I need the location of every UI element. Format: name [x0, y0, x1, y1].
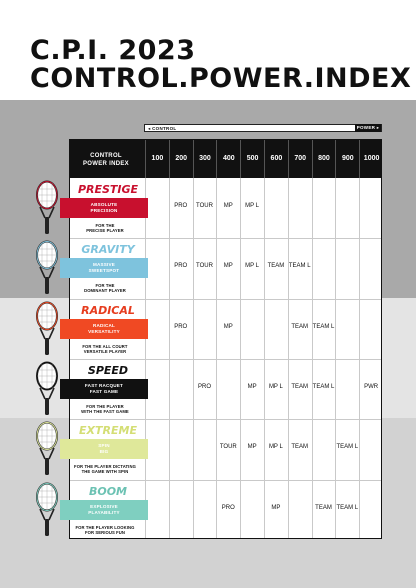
- grid-hline: [70, 480, 382, 481]
- table-cell: PRO: [174, 323, 188, 330]
- table-cell: TEAM L: [288, 263, 311, 270]
- table-cell: TOUR: [196, 263, 213, 270]
- desc-line2: VERSATILE PLAYER: [83, 348, 127, 354]
- badge-line2: FAST GAME: [89, 388, 119, 394]
- badge-line1: MASSIVE: [92, 262, 116, 268]
- column-header: 1000: [359, 140, 382, 178]
- page-subtitle: CONTROL.POWER.INDEX: [30, 63, 412, 94]
- desc-line2: FOR SERIOUS FUN: [84, 529, 126, 535]
- category-name: PRESTIGE: [77, 183, 139, 196]
- category-name: BOOM: [88, 484, 128, 498]
- table-cell: MP: [223, 323, 233, 330]
- table-cell: TEAM L: [336, 444, 359, 451]
- category-description: [66, 344, 144, 354]
- desc-line1: FOR THE PLAYER LOOKING: [75, 524, 135, 530]
- category-badge: [60, 198, 148, 218]
- desc-line1: FOR THE: [95, 223, 115, 228]
- category-badge: [60, 379, 148, 399]
- racquet-icon: [34, 361, 60, 417]
- table-cell: TEAM: [291, 323, 309, 330]
- badge-line2: BIG: [99, 449, 109, 455]
- page-title: C.P.I. 2023: [30, 35, 196, 66]
- table-cell: MP: [247, 444, 257, 451]
- category-description: [66, 223, 144, 233]
- desc-line1: FOR THE PLAYER: [86, 403, 124, 409]
- category-description: [66, 283, 144, 293]
- category-description: [66, 404, 144, 414]
- table-cell: TEAM L: [312, 323, 335, 330]
- table-cell: MP: [223, 263, 233, 270]
- desc-line1: FOR THE: [95, 283, 115, 289]
- table-cell: TEAM: [291, 444, 309, 451]
- column-header: 200: [169, 140, 193, 178]
- grid-hline: [70, 299, 382, 300]
- grid-hline: [70, 359, 382, 360]
- racquet-icon: [34, 240, 60, 296]
- racquet-icon: [34, 421, 60, 477]
- table-cell: TOUR: [219, 444, 237, 451]
- cpi-label-line2: POWER INDEX: [83, 161, 129, 167]
- category-description: [66, 525, 144, 535]
- column-header: 600: [264, 140, 288, 178]
- badge-line1: FAST RACQUET: [84, 382, 124, 388]
- table-cell: PWR: [364, 383, 379, 390]
- grid-hline: [70, 238, 382, 239]
- scale-left-label: ◂ CONTROL: [148, 126, 177, 131]
- table-cell: PRO: [221, 504, 235, 511]
- table-cell: TOUR: [196, 203, 213, 209]
- desc-line1: FOR THE ALL COURT: [82, 343, 128, 349]
- category-name: GRAVITY: [81, 243, 135, 257]
- column-header: 400: [216, 140, 240, 178]
- badge-line2: VERSATILITY: [88, 328, 120, 334]
- category-description: [66, 464, 144, 474]
- grid-hline: [70, 419, 382, 420]
- column-header: 300: [193, 140, 217, 178]
- desc-line1: FOR THE PLAYER DICTATING: [74, 464, 136, 470]
- column-header: 100: [145, 140, 169, 178]
- table-cell: TEAM: [315, 504, 332, 511]
- category-name: SPEED: [87, 363, 129, 377]
- table-cell: TEAM L: [312, 383, 335, 390]
- desc-line2: DOMINANT PLAYER: [84, 288, 126, 294]
- cpi-label-line1: CONTROL: [90, 153, 122, 159]
- category-name: EXTREME: [79, 424, 137, 438]
- racquet-icon: [34, 301, 60, 357]
- table-cell: TEAM: [267, 263, 285, 270]
- table-cell: MP: [247, 383, 257, 390]
- category-name: RADICAL: [81, 303, 135, 317]
- table-cell: TEAM: [291, 383, 309, 390]
- table-cell: MP: [223, 203, 233, 209]
- category-badge: [60, 500, 148, 520]
- badge-line1: RADICAL: [92, 322, 116, 328]
- table-cell: PRO: [174, 263, 188, 270]
- column-header: 700: [288, 140, 312, 178]
- badge-line2: SWEETSPOT: [88, 268, 120, 274]
- table-cell: MP: [271, 504, 281, 511]
- badge-line1: ABSOLUTE: [90, 202, 118, 207]
- table-header: [70, 140, 382, 178]
- scale-right-label: POWER ▸: [356, 125, 380, 130]
- desc-line2: WITH THE FAST GAME: [81, 408, 129, 414]
- badge-line2: PLAYABILITY: [88, 509, 120, 515]
- cpi-header-label: [70, 140, 142, 178]
- column-header: 800: [312, 140, 336, 178]
- badge-line1: SPIN: [98, 443, 110, 449]
- column-header: 900: [335, 140, 359, 178]
- table-cell: PRO: [197, 383, 211, 390]
- category-badge: [60, 439, 148, 459]
- table-cell: MP L: [245, 263, 260, 270]
- racquet-icon: [34, 180, 60, 236]
- table-cell: MP L: [268, 444, 283, 451]
- badge-line2: PRECISION: [90, 208, 118, 213]
- badge-line1: EXPLOSIVE: [90, 503, 118, 509]
- column-header: 500: [240, 140, 264, 178]
- category-badge: [60, 319, 148, 339]
- desc-line2: THE GAME WITH SPIN: [81, 469, 129, 475]
- table-cell: MP L: [245, 203, 260, 209]
- desc-line2: PRECISE PLAYER: [86, 228, 124, 233]
- table-cell: TEAM L: [336, 504, 359, 511]
- racquet-icon: [34, 482, 60, 538]
- table-cell: MP L: [268, 383, 283, 390]
- category-badge: [60, 258, 148, 278]
- control-power-scale: [144, 124, 382, 132]
- table-cell: PRO: [174, 203, 188, 209]
